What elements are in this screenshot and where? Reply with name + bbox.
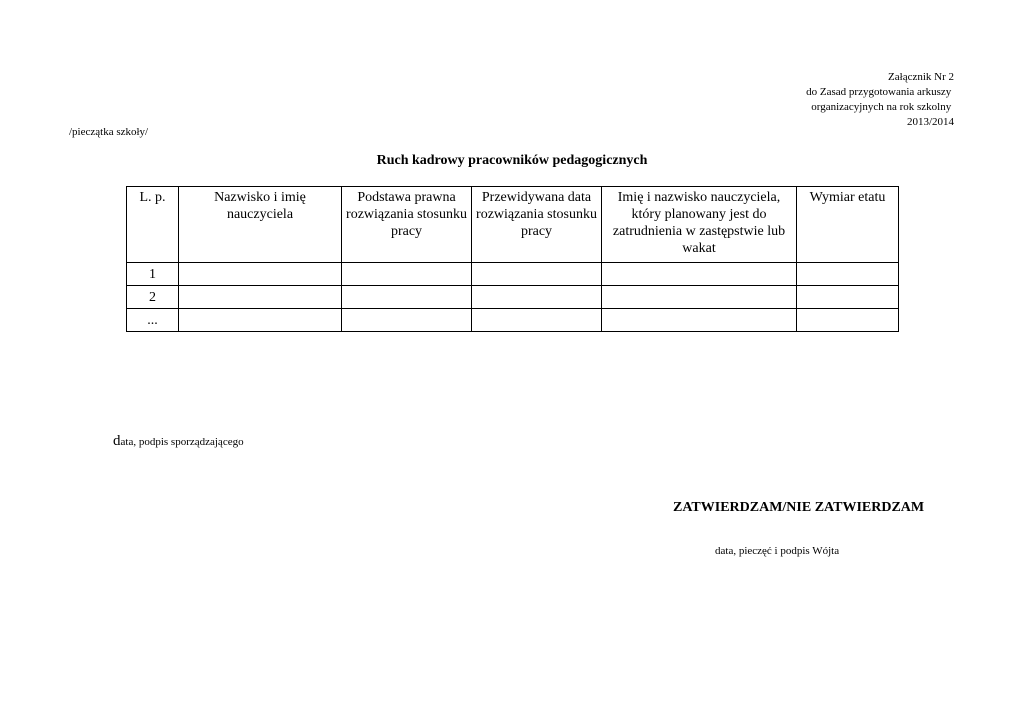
table-cell	[602, 286, 797, 309]
table-cell: 2	[127, 286, 179, 309]
table-cell	[472, 286, 602, 309]
table-row	[127, 263, 899, 286]
table-cell	[179, 286, 342, 309]
staff-movement-table	[126, 186, 899, 332]
school-stamp-label: /pieczątka szkoły/	[69, 126, 149, 138]
attachment-line: organizacyjnych na rok szkolny	[811, 101, 954, 113]
table-cell	[602, 263, 797, 286]
header-replacement: Imię i nazwisko nauczyciela, który planowany jest do zatrudnienia w zastępstwie lub wakat	[602, 187, 797, 263]
header-lp: L. p.	[127, 187, 179, 263]
table-cell: 1	[127, 263, 179, 286]
preparer-signature-label	[113, 433, 244, 450]
table-cell	[342, 286, 472, 309]
attachment-line: 2013/2014	[906, 116, 954, 128]
table-cell	[797, 286, 899, 309]
table-cell	[342, 263, 472, 286]
table-cell	[472, 309, 602, 332]
attachment-line: do Zasad przygotowania arkuszy	[806, 86, 954, 98]
table-cell	[179, 309, 342, 332]
table-cell	[472, 263, 602, 286]
table-row	[127, 309, 899, 332]
table-header-row	[127, 187, 899, 263]
document-title: Ruch kadrowy pracowników pedagogicznych	[376, 153, 648, 168]
header-termination-date: Przewidywana data rozwiązania stosunku pracy	[472, 187, 602, 263]
table-cell	[342, 309, 472, 332]
table-cell: ...	[127, 309, 179, 332]
attachment-line: Załącznik Nr 2	[888, 71, 954, 83]
table-row	[127, 286, 899, 309]
table-cell	[179, 263, 342, 286]
approval-heading: ZATWIERDZAM/NIE ZATWIERDZAM	[673, 500, 925, 515]
wojt-signature-label: data, pieczęć i podpis Wójta	[715, 545, 840, 557]
signature-first-letter: d	[113, 433, 121, 449]
header-legal-basis: Podstawa prawna rozwiązania stosunku pracy	[342, 187, 472, 263]
table-cell	[797, 309, 899, 332]
attachment-note	[806, 70, 954, 130]
table-cell	[602, 309, 797, 332]
header-name: Nazwisko i imię nauczyciela	[179, 187, 342, 263]
signature-rest: ata, podpis sporządzającego	[120, 436, 244, 448]
table-cell	[797, 263, 899, 286]
header-workload: Wymiar etatu	[797, 187, 899, 263]
